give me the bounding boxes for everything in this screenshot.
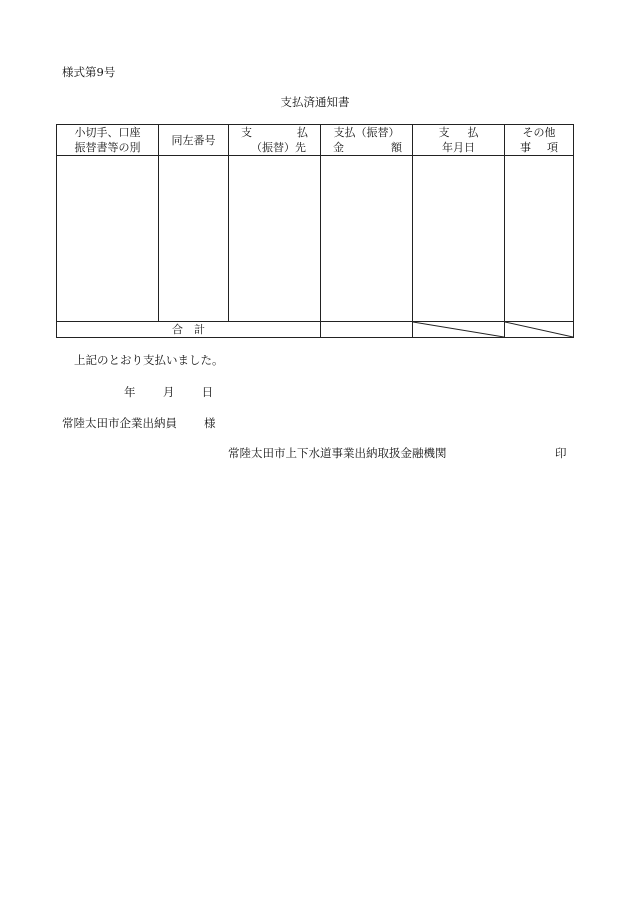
header-other-remarks-char1: 事 — [520, 141, 531, 154]
entry-cell-payment-date[interactable] — [413, 156, 505, 322]
payment-ledger-table — [56, 124, 574, 338]
entry-cell-amount[interactable] — [321, 156, 413, 322]
header-payment-date-line1 — [413, 125, 504, 140]
entry-row — [57, 156, 574, 322]
header-payee — [229, 125, 321, 156]
header-other-remarks-line2 — [505, 140, 573, 155]
header-payment-date-char2: 払 — [467, 126, 479, 139]
entry-cell-payee[interactable] — [229, 156, 321, 322]
header-payee-char2: 払 — [297, 126, 308, 139]
entry-cell-instrument-type[interactable] — [57, 156, 159, 322]
header-amount-line2 — [321, 140, 412, 155]
total-row — [57, 322, 574, 338]
header-other-remarks-line1: その他 — [522, 126, 556, 139]
total-date-cell-crossed — [413, 322, 505, 338]
header-instrument-number-label: 同左番号 — [171, 133, 216, 147]
diagonal-strike — [505, 322, 573, 337]
issuer-name: 常陸太田市上下水道事業出納取扱金融機関 — [228, 446, 447, 460]
entry-cell-other-remarks[interactable] — [505, 156, 574, 322]
date-line — [124, 384, 213, 400]
document-title: 支払済通知書 — [280, 95, 350, 109]
recipient-name: 常陸太田市企業出納員 — [62, 416, 177, 430]
header-amount-char1: 金 — [333, 141, 344, 154]
entry-cell-instrument-number[interactable] — [159, 156, 229, 322]
header-row — [57, 125, 574, 156]
diagonal-strike — [413, 322, 504, 337]
total-remarks-cell-crossed — [505, 322, 574, 338]
header-amount-char2: 額 — [391, 141, 402, 154]
header-payment-date-line2: 年月日 — [442, 141, 475, 154]
header-payee-line1 — [229, 125, 320, 140]
header-other-remarks-char2: 項 — [547, 141, 558, 154]
header-payment-date — [413, 125, 505, 156]
total-label-text: 合 計 — [172, 323, 205, 336]
header-instrument-number — [159, 125, 229, 156]
recipient-honorific: 様 — [204, 416, 216, 430]
total-label — [57, 322, 321, 338]
header-payment-date-char1: 支 — [438, 126, 450, 139]
header-instrument-type — [57, 125, 159, 156]
total-amount-cell[interactable] — [321, 322, 413, 338]
form-number: 様式第9号 — [62, 65, 116, 79]
header-payee-char1: 支 — [241, 126, 252, 139]
header-payee-line2: （振替）先 — [251, 141, 306, 154]
date-day: 日 — [201, 385, 214, 399]
header-instrument-type-line1: 小切手、口座 — [74, 126, 141, 139]
payment-statement: 上記のとおり支払いました。 — [74, 353, 224, 367]
header-amount — [321, 125, 413, 156]
header-amount-line1: 支払（振替） — [333, 126, 400, 139]
seal-mark: 印 — [555, 446, 567, 460]
header-instrument-type-line2: 振替書等の別 — [74, 141, 141, 154]
header-other-remarks — [505, 125, 574, 156]
date-month: 月 — [162, 385, 175, 399]
date-year: 年 — [124, 385, 136, 399]
